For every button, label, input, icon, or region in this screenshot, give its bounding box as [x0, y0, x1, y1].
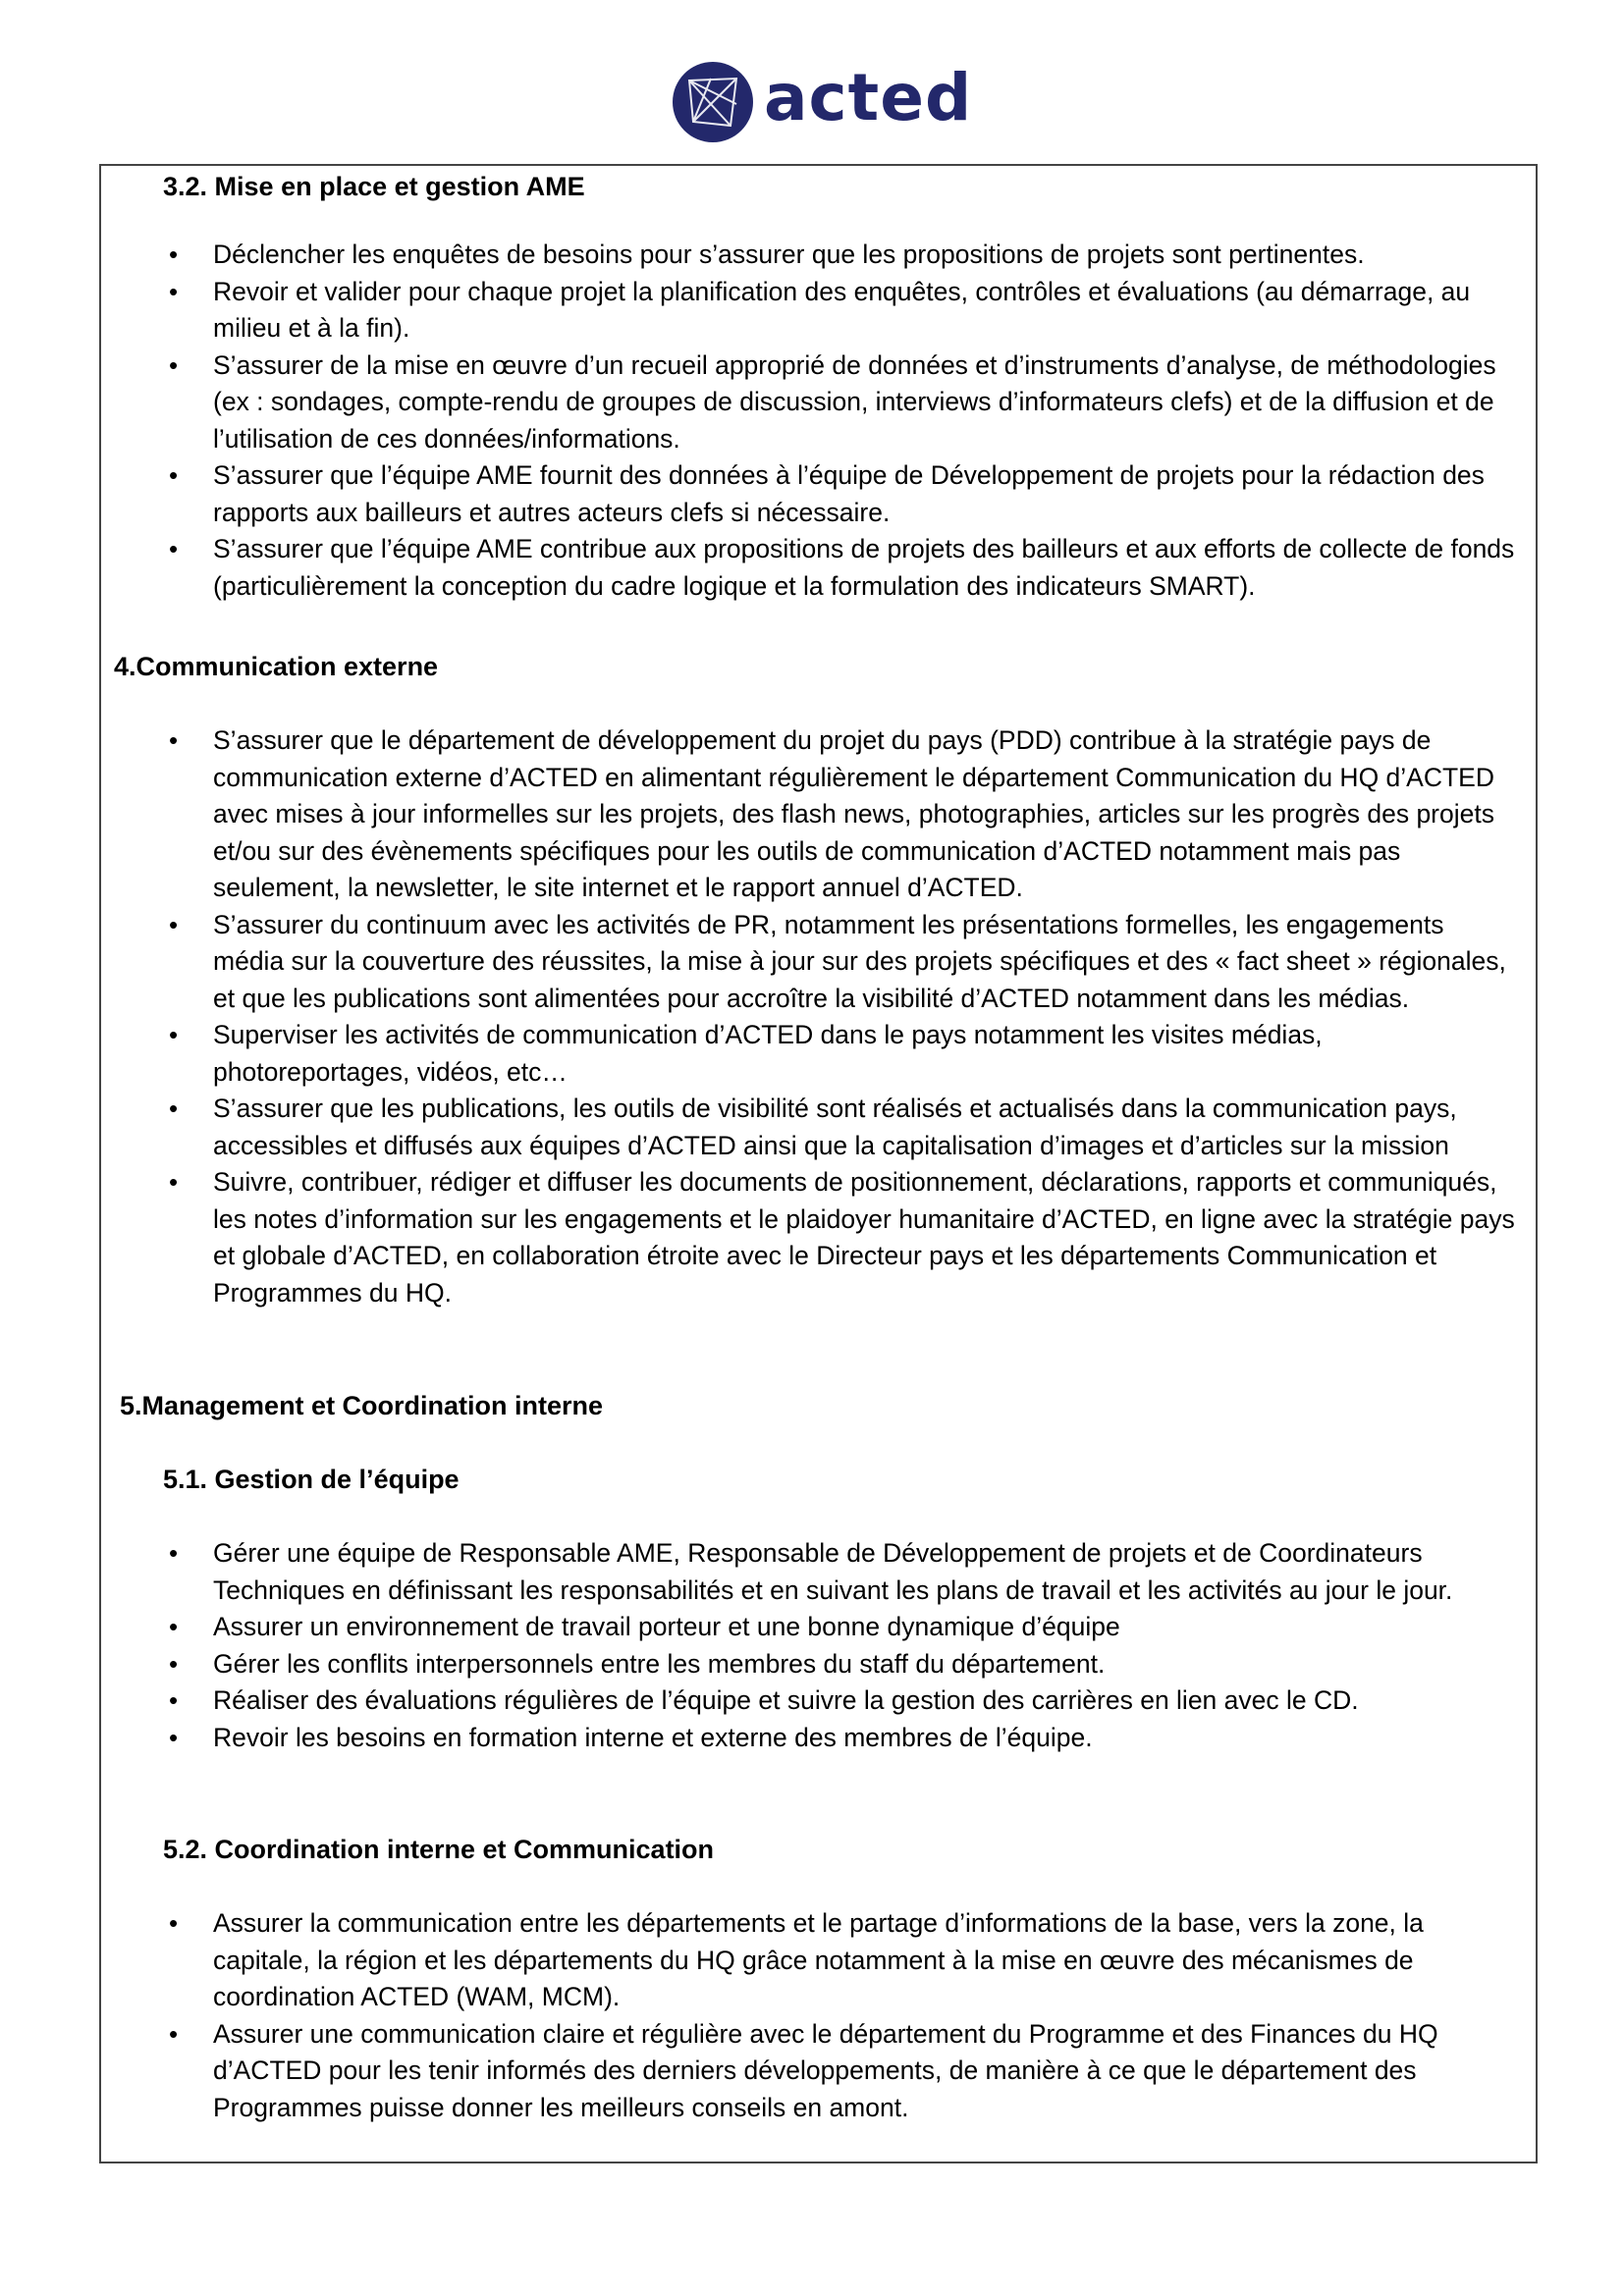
content-frame [99, 164, 1538, 2163]
list-item: • Assurer la communication entre les départements et le partage d’informations de la base, vers la zone, la capitale, la région et les départements du HQ grâce notamment à la mise en œuvre des mécanismes de coordination ACTED (WAM, MCM). [101, 1905, 1536, 2016]
list-item: • Gérer les conflits interpersonnels entre les membres du staff du département. [101, 1646, 1536, 1683]
section-3-2-title: 3.2. Mise en place et gestion AME [163, 172, 585, 201]
list-item: • S’assurer que l’équipe AME fournit des données à l’équipe de Développement de projets pour la rédaction des rapports aux bailleurs et autres acteurs clefs si nécessaire. [101, 457, 1536, 531]
list-item: • Suivre, contribuer, rédiger et diffuser les documents de positionnement, déclarations, rapports et communiqués, les notes d’information sur les engagements et le plaidoyer humanitaire d’ACTED, en ligne avec la stratégie pays et globale d’ACTED, en collaboration étroite avec le Directeur pays et les départements Communication et Programmes du HQ. [101, 1164, 1536, 1311]
list-item: • Gérer une équipe de Responsable AME, Responsable de Développement de projets et de Coordinateurs Techniques en définissant les responsabilités et en suivant les plans de travail et les activités au jour le jour. [101, 1535, 1536, 1609]
section-4-list [101, 722, 1536, 1311]
list-item: • Assurer un environnement de travail porteur et une bonne dynamique d’équipe [101, 1609, 1536, 1646]
list-item: • Revoir et valider pour chaque projet la planification des enquêtes, contrôles et évaluations (au démarrage, au milieu et à la fin). [101, 274, 1536, 347]
acted-logo-text: acted [764, 60, 973, 135]
section-5-1-list [101, 1535, 1536, 1756]
section-5-2-title: 5.2. Coordination interne et Communication [163, 1835, 715, 1864]
list-item: • S’assurer de la mise en œuvre d’un recueil approprié de données et d’instruments d’analyse, de méthodologies (ex : sondages, compte-rendu de groupes de discussion, interviews d’informateurs clefs) et de la diffusion et de l’utilisation de ces données/informations. [101, 347, 1536, 458]
list-item: • S’assurer que l’équipe AME contribue aux propositions de projets des bailleurs et aux efforts de collecte de fonds (particulièrement la conception du cadre logique et la formulation des indicateurs SMART). [101, 531, 1536, 605]
section-5-2-list [101, 1905, 1536, 2126]
acted-logo [672, 61, 972, 143]
list-item: • Superviser les activités de communication d’ACTED dans le pays notamment les visites médias, photoreportages, vidéos, etc… [101, 1017, 1536, 1091]
list-item: • S’assurer que le département de développement du projet du pays (PDD) contribue à la stratégie pays de communication externe d’ACTED en alimentant régulièrement le département Communication du HQ d’ACTED avec mises à jour informelles sur les projets, des flash news, photographies, articles sur les progrès des projets et/ou sur des évènements spécifiques pour les outils de communication d’ACTED notamment mais pas seulement, la newsletter, le site internet et le rapport annuel d’ACTED. [101, 722, 1536, 907]
list-item: • Revoir les besoins en formation interne et externe des membres de l’équipe. [101, 1720, 1536, 1757]
list-item: • S’assurer que les publications, les outils de visibilité sont réalisés et actualisés dans la communication pays, accessibles et diffusés aux équipes d’ACTED ainsi que la capitalisation d’images et d’articles sur la mission [101, 1091, 1536, 1164]
acted-logo-mark-icon [672, 61, 754, 143]
section-5-title: 5.Management et Coordination interne [120, 1391, 604, 1420]
list-item: • S’assurer du continuum avec les activités de PR, notamment les présentations formelles, les engagements média sur la couverture des réussites, la mise à jour sur des projets spécifiques et des « fact sheet » régionales, et que les publications sont alimentées pour accroître la visibilité d’ACTED notamment dans les médias. [101, 907, 1536, 1018]
list-item: • Déclencher les enquêtes de besoins pour s’assurer que les propositions de projets sont pertinentes. [101, 237, 1536, 274]
section-3-2-list [101, 237, 1536, 605]
section-5-1-title: 5.1. Gestion de l’équipe [163, 1465, 460, 1494]
list-item: • Réaliser des évaluations régulières de l’équipe et suivre la gestion des carrières en lien avec le CD. [101, 1682, 1536, 1720]
section-4-title: 4.Communication externe [114, 652, 439, 681]
list-item: • Assurer une communication claire et régulière avec le département du Programme et des Finances du HQ d’ACTED pour les tenir informés des derniers développements, de manière à ce que le département des Programmes puisse donner les meilleurs conseils en amont. [101, 2016, 1536, 2127]
